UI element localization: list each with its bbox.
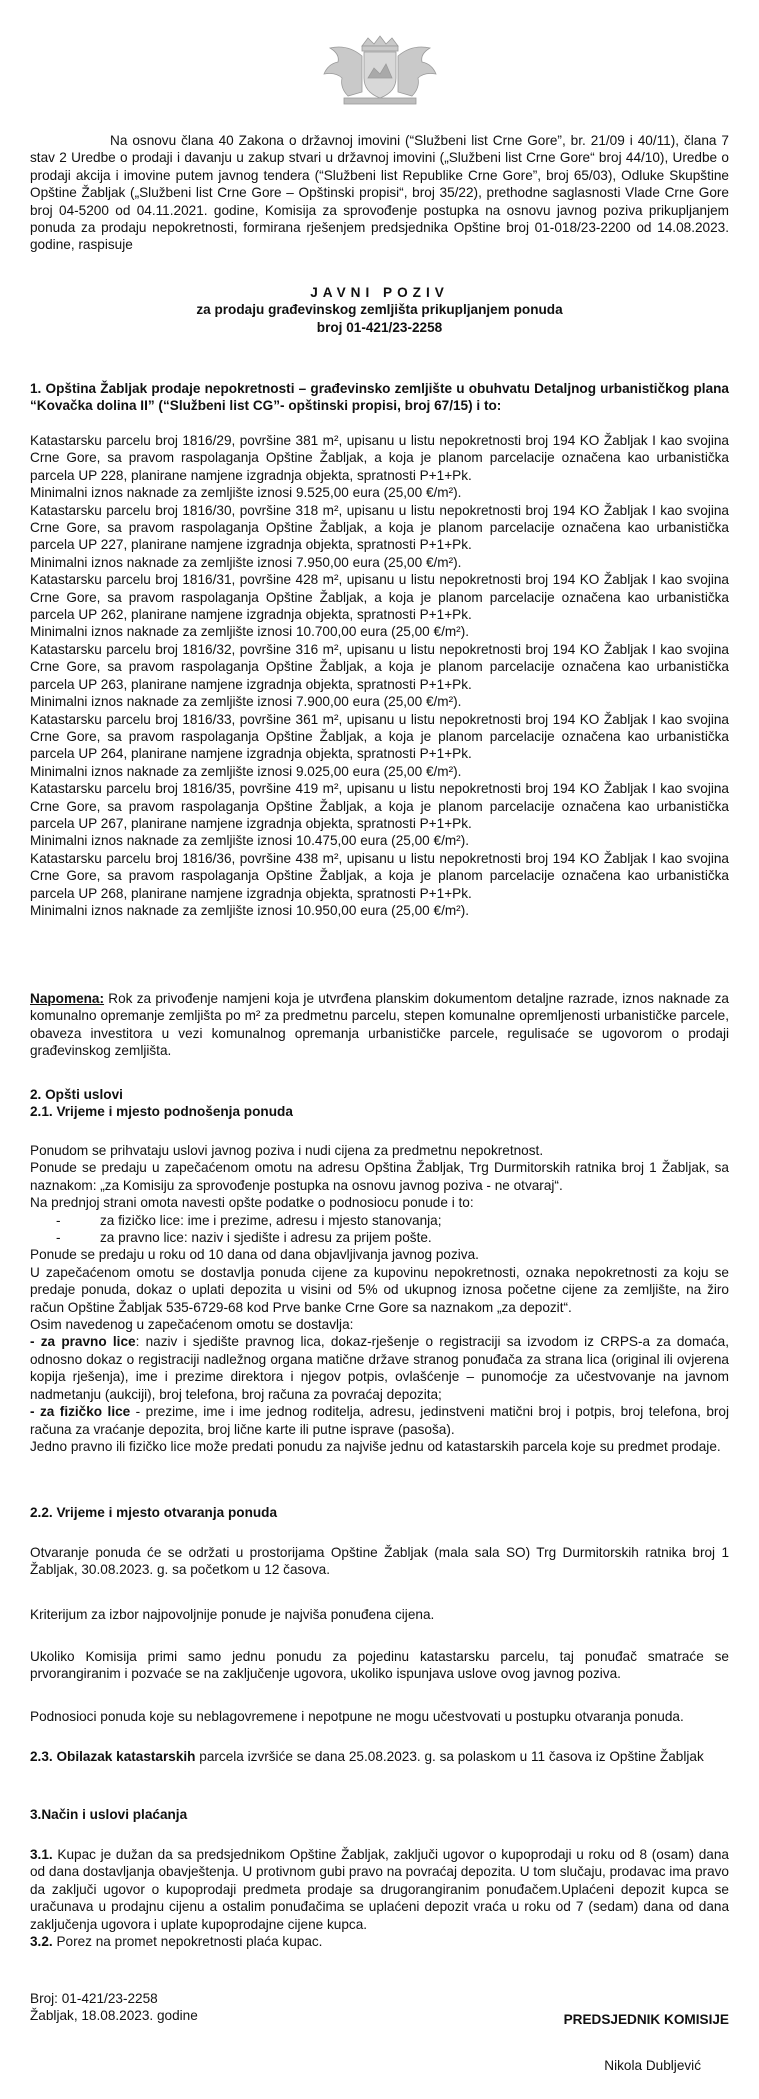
legal-person-label: - za pravno lice: [30, 1334, 136, 1350]
parcel-list: [30, 432, 729, 919]
payment-3-2-text: Porez na promet nepokretnosti plaća kupac.: [52, 1934, 323, 1950]
list-item: [30, 711, 729, 781]
section-3-title: 3.Način i uslovi plaćanja: [30, 1807, 188, 1822]
signatory-name: Nikola Dubljević: [604, 2058, 701, 2073]
note-label: Napomena:: [30, 991, 105, 1006]
parcel-min-price: Minimalni iznos naknade za zemljište iznosi 7.950,00 eura (25,00 €/m²).: [30, 554, 462, 570]
section-2-1-title: 2.1. Vrijeme i mjesto podnošenja ponuda: [30, 1104, 293, 1120]
municipality-crest-icon: [318, 34, 442, 112]
parcel-min-price: Minimalni iznos naknade za zemljište iznosi 10.700,00 eura (25,00 €/m²).: [30, 624, 469, 640]
list-item: [30, 502, 729, 572]
signatory-role: PREDSJEDNIK KOMISIJE: [563, 2012, 729, 2027]
list-item: [30, 850, 729, 920]
section-2-heading: [30, 1086, 729, 1121]
opening-text: Otvaranje ponuda će se održati u prostorijama Opštine Žabljak (mala sala SO) Trg Durmitorskih ratnika broj 1 Žabljak, 30.08.2023. g. sa početkom u 12 časova.: [30, 1545, 729, 1578]
note-text: Rok za privođenje namjeni koja je utvrđena planskim dokumentom detaljne razrade, iznos naknade za komunalno opremanje zemljišta po m² za predmetnu parcelu, stepen komunalne opremljenosti urbanističke parcele, obaveza investitora u vezi komunalnog opremanja urbanističke parcele, regulisaće se ugovorom o prodaji građevinskog zemljišta.: [30, 991, 729, 1059]
parcel-description: Katastarsku parcelu broj 1816/29, površine 381 m², upisanu u listu nepokretnosti broj 194 KO Žabljak I kao svojina Crne Gore, sa pravom raspolaganja Opštine Žabljak, a koja je planom parcelacije označena kao urbanistička parcela UP 228, planirane namjene izgradnja objekta, spratnosti P+1+Pk.: [30, 433, 729, 483]
section-2-title: 2. Opšti uslovi: [30, 1087, 123, 1102]
natural-person-label: - za fizičko lice: [30, 1404, 131, 1420]
single-offer-text: Ukoliko Komisija primi samo jednu ponudu za pojedinu katastarsku parcelu, taj ponuđač smatraće se prvorangiranim i pozvaće se na zaključenje ugovora, ukoliko ispunjava uslove ovog javnog poziva.: [30, 1649, 729, 1682]
one-offer-limit-text: Jedno pravno ili fizičko lice može predati ponudu za najviše jednu od katastarskih parcela koje su predmet prodaje.: [30, 1438, 721, 1454]
payment-contract-paragraph: [30, 1846, 729, 1933]
call-title: JAVNI POZIV: [310, 285, 449, 300]
parcel-description: Katastarsku parcelu broj 1816/30, površine 318 m², upisanu u listu nepokretnosti broj 194 KO Žabljak I kao svojina Crne Gore, sa pravom raspolaganja Opštine Žabljak, a koja je planom parcelacije označena kao urbanistička parcela UP 227, planirane namjene izgradnja objekta, spratnosti P+1+Pk.: [30, 502, 729, 553]
offer-address-text: Ponude se predaju u zapečaćenom omotu na adresu Opština Žabljak, Trg Durmitorskih ratnika broj 1 Žabljak, sa naznakom: „za Komisiju za sprovođenje postupka na osnovu javnog poziva - ne otvaraj“.: [30, 1160, 729, 1193]
call-subtitle: za prodaju građevinskog zemljišta prikupljanjem ponuda: [196, 302, 563, 318]
list-item: [30, 780, 729, 850]
legal-person-envelope-text: za pravno lice: naziv i sjedište i adresu za prijem pošte.: [100, 1230, 432, 1246]
deposit-text: U zapečaćenom omotu se dostavlja ponuda cijene za kupovinu nepokretnosti, oznaka nepokretnosti za koju se predaje ponuda, dokaz o uplati depozita u visini od 5% od ukupnog iznosa početne cijene za zemljište, na žiro račun Opštine Žabljak 535-6729-68 kod Prve banke Crne Gore sa naznakom „za depozit“.: [30, 1264, 729, 1315]
list-item: [30, 571, 729, 641]
legal-person-text: : naziv i sjedište pravnog lica, dokaz-rješenje o registraciji sa izvodom iz CRPS-a za domaća, odnosno dokaz o registraciji nadležnog organa matične države stranog ponuđača za strana lica (original ili ovjerena kopija rješenja), ime i prezime direktora i njegov potpis, ovlašćenje – punomoćje za učestvovanje na javnom nadmetanju (aukciji), broj telefona, broj računa za povraćaj depozita;: [30, 1334, 729, 1402]
section-2-2-title: 2.2. Vrijeme i mjesto otvaranja ponuda: [30, 1505, 278, 1520]
parcel-min-price: Minimalni iznos naknade za zemljište iznosi 7.900,00 eura (25,00 €/m²).: [30, 694, 462, 710]
section-1-heading: 1. Opština Žabljak prodaje nepokretnosti – građevinsko zemljište u obuhvatu Detaljnog urbanističkog plana “Kovačka dolina II” (“Službeni list CG”- opštinski propisi, broj 67/15) i to:: [30, 381, 729, 414]
offer-acceptance-text: Ponudom se prihvataju uslovi javnog poziva i nudi cijena za predmetnu nepokretnost.: [30, 1143, 544, 1158]
section-3-body: [30, 1846, 729, 1950]
criterion-text: Kriterijum za izbor najpovoljnije ponude je najviša ponuđena cijena.: [30, 1607, 435, 1622]
list-item: [30, 641, 729, 711]
tax-paragraph: [30, 1933, 729, 1950]
site-visit-label: 2.3. Obilazak katastarskih: [30, 1749, 196, 1764]
late-offers-text: Podnosioci ponuda koje su neblagovremene i nepotpune ne mogu učestvovati u postupku otvaranja ponuda.: [30, 1709, 684, 1724]
parcel-description: Katastarsku parcelu broj 1816/31, površine 428 m², upisanu u listu nepokretnosti broj 194 KO Žabljak I kao svojina Crne Gore, sa pravom raspolaganja Opštine Žabljak, a koja je planom parcelacije označena kao urbanistička parcela UP 262, planirane namjene izgradnja objekta, spratnosti P+1+Pk.: [30, 572, 729, 623]
call-number: broj 01-421/23-2258: [316, 319, 443, 335]
parcel-description: Katastarsku parcelu broj 1816/36, površine 438 m², upisanu u listu nepokretnosti broj 194 KO Žabljak I kao svojina Crne Gore, sa pravom raspolaganja Opštine Žabljak, a koja je planom parcelacije označena kao urbanistička parcela UP 268, planirane namjene izgradnja objekta, spratnosti P+1+Pk.: [30, 850, 729, 901]
parcel-description: Katastarsku parcelu broj 1816/33, površine 361 m², upisanu u listu nepokretnosti broj 194 KO Žabljak I kao svojina Crne Gore, sa pravom raspolaganja Opštine Žabljak, a koja je planom parcelacije označena kao urbanistička parcela UP 264, planirane namjene izgradnja objekta, spratnosti P+1+Pk.: [30, 711, 729, 762]
intro-text: Na osnovu člana 40 Zakona o državnoj imovini (“Službeni list Crne Gore”, br. 21/09 i 40/11), člana 7 stav 2 Uredbe o prodaji i davanju u zakup stvari u državnoj imovini („Službeni list Crne Gore“ broj 44/10), Uredbe o prodaji akcija i imovine putem javnog tendera (“Službeni list Republike Crne Gore”, broj 65/03), Odluke Skupštine Opštine Žabljak („Službeni list Crne Gore – Opštinski propisi“, broj 35/22), prethodne saglasnosti Vlade Crne Gore broj 04-5200 od 04.11.2021. godine, Komisija za sprovođenje postupka na osnovu javnog poziva prikupljanjem ponuda za prodaju nepokretnosti, formirana rješenjem predsjednika Opštine broj 01-018/23-2200 od 14.08.2023. godine, raspisuje: [30, 133, 729, 253]
parcel-description: Katastarsku parcelu broj 1816/32, površine 316 m², upisanu u listu nepokretnosti broj 194 KO Žabljak I kao svojina Crne Gore, sa pravom raspolaganja Opštine Žabljak, a koja je planom parcelacije označena kao urbanistička parcela UP 263, planirane namjene izgradnja objekta, spratnosti P+1+Pk.: [30, 641, 729, 692]
payment-3-2-label: 3.2.: [30, 1934, 53, 1950]
natural-person-docs: [30, 1403, 729, 1438]
payment-3-1-label: 3.1.: [30, 1847, 53, 1862]
natural-person-text: - prezime, ime i ime jednog roditelja, adresu, jedinstveni matični broj i potpis, broj telefona, broj računa za vraćanje depozita, broj lične karte ili putne isprave (pasoša).: [30, 1404, 729, 1437]
envelope-data-text: Na prednjoj strani omota navesti opšte podatke o podnosiocu ponude i to:: [30, 1195, 474, 1211]
place-date: Žabljak, 18.08.2023. godine: [30, 2008, 198, 2024]
parcel-min-price: Minimalni iznos naknade za zemljište iznosi 9.525,00 eura (25,00 €/m²).: [30, 485, 462, 501]
list-item: - za fizičko lice: ime i prezime, adresu i mjesto stanovanja;: [56, 1212, 442, 1228]
list-item: - za pravno lice: naziv i sjedište i adresu za prijem pošte.: [56, 1230, 432, 1246]
natural-person-envelope-text: za fizičko lice: ime i prezime, adresu i mjesto stanovanja;: [100, 1212, 442, 1228]
site-visit-text: parcela izvršiće se dana 25.08.2023. g. sa polaskom u 11 časova iz Opštine Žabljak: [195, 1749, 704, 1764]
site-visit-paragraph: [30, 1748, 729, 1765]
note-paragraph: [30, 990, 729, 1060]
parcel-min-price: Minimalni iznos naknade za zemljište iznosi 10.475,00 eura (25,00 €/m²).: [30, 833, 469, 849]
additional-docs-text: Osim navedenog u zapečaćenom omotu se dostavlja:: [30, 1317, 354, 1333]
parcel-min-price: Minimalni iznos naknade za zemljište iznosi 9.025,00 eura (25,00 €/m²).: [30, 763, 462, 779]
section-2-1-body: [30, 1142, 729, 1455]
intro-paragraph: [30, 132, 729, 254]
list-item: [30, 432, 729, 502]
legal-person-docs: [30, 1333, 729, 1403]
call-heading: [30, 284, 729, 336]
reference-number: Broj: 01-421/23-2258: [30, 1991, 158, 2006]
payment-3-1-text: Kupac je dužan da sa predsjednikom Opštine Žabljak, zaključi ugovor o kupoprodaji u roku od 8 (osam) dana od dana dostavljanja obavještenja. U protivnom gubi pravo na povraćaj depozita. U tom slučaju, prodavac ima pravo da zaključi ugovor o kupoprodaji predmeta prodaje sa drugorangiranim ponuđačem.Uplaćeni depozit kupca se uračunava u prodajnu cijenu a ostalim ponuđačima se uplaćeni depozit vraća u roku od 7 (sedam) dana od dana zaključenja ugovora i uplate kupoprodajne cijene kupca.: [30, 1847, 729, 1932]
deadline-text: Ponude se predaju u roku od 10 dana od dana objavljivanja javnog poziva.: [30, 1247, 479, 1263]
parcel-min-price: Minimalni iznos naknade za zemljište iznosi 10.950,00 eura (25,00 €/m²).: [30, 902, 469, 918]
parcel-description: Katastarsku parcelu broj 1816/35, površine 419 m², upisanu u listu nepokretnosti broj 194 KO Žabljak I kao svojina Crne Gore, sa pravom raspolaganja Opštine Žabljak, a koja je planom parcelacije označena kao urbanistička parcela UP 267, planirane namjene izgradnja objekta, spratnosti P+1+Pk.: [30, 781, 729, 831]
